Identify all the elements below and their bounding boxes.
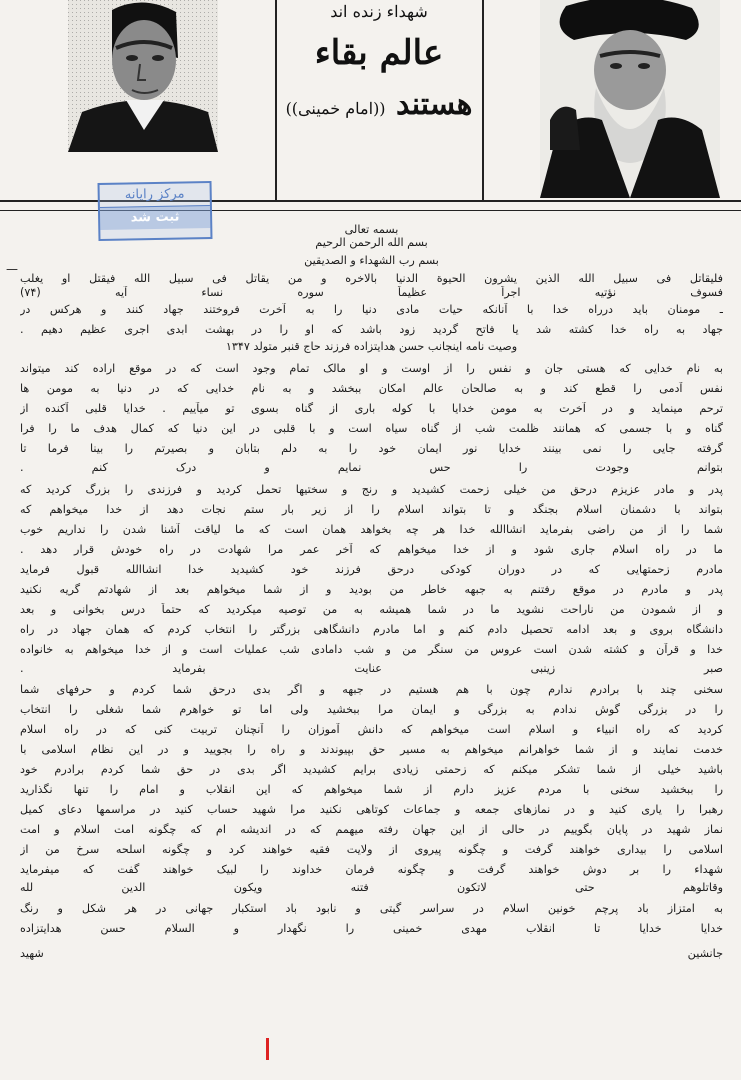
text-line: بسم الله الرحمن الرحیم <box>315 236 428 249</box>
letterhead <box>0 0 741 212</box>
text-line: بسمه تعالی <box>344 223 399 236</box>
motto-line3-text: هستند <box>396 87 473 122</box>
text-line: کردید که راه انبیاء و اسلام است میخواهم که دانش آموزان را آنچنان تربیت کنی که در راه اسلام <box>20 723 723 736</box>
page-corner-mark: — <box>6 262 18 276</box>
stamp-line2: ثبت شد <box>100 205 210 230</box>
text-line: به امتزاز باد پرچم خونین اسلام در سراسر گیتی و نابود باد استکبار جهانی در هر شکل و رنگ <box>20 902 723 915</box>
text-line: را ببخشید سخنی با مردم عزیز دارم از شما میخواهم که این انقلاب و امام را تنها نگذارید <box>20 783 723 796</box>
text-line: شما را از من راضی بفرماید انشاالله خدا هر چه بخواهد همان است که ما لیاقت آشنا شدن را نداریم خوب <box>20 523 723 536</box>
text-line: به نام خدایی که هستی جان و نفس را از اوست و او مالک تمام وجود است که در موقع اراده کند میتواند <box>20 362 723 375</box>
header-divider <box>482 0 484 200</box>
text-line: جهاد به راه خدا کشته شد یا فاتح گردید زود باشد که او را در بهشت ابدی اجری عظیم دهیم . <box>20 323 723 336</box>
header-divider <box>275 0 277 200</box>
motto-line3 <box>278 87 480 122</box>
motto-line1: شهداء زنده اند <box>330 2 428 21</box>
text-line: و از شمودن من ناراحت نشوید ما در شما همیشه به من توصیه میکردید که حتماً درس بخوانی و بعد <box>20 603 723 616</box>
martyr-portrait <box>68 0 218 152</box>
motto-block <box>278 0 480 200</box>
stamp-line1: مرکز رایانه <box>124 186 185 203</box>
text-line: وقاتلوهم حتی لاتکون فتنه ویکون الدین لله <box>20 881 723 894</box>
text-line: نفس آدمی را قطع کند و به صالحان عالم امکان ببخشد و به نام خدایی که در دنیا به مومن ها <box>20 382 723 395</box>
text-line: سخنی چند با برادرم ندارم چون با هم هستیم در جبهه و اگر بدی درحق شما کردم و حرفهای شما <box>20 683 723 696</box>
text-line: خدمت نمایند و از شما خواهرانم میخواهم به مسیر حق بپیوندند و راه را بجویید و در این نظام اسلامی با <box>20 743 723 756</box>
motto-line2: عالم بقاء <box>314 33 444 73</box>
text-line: نماز شهید در پایان بگوییم در حالی از این جهان رفته میهمم که در اندیشه ام که چگونه امت اسلام و امت <box>20 823 723 836</box>
text-line: ـ مومنان باید درراه خدا با آنانکه حیات مادی دنیا را به آخرت فروختند جهاد کنند و هرکس در <box>20 303 723 316</box>
red-pen-mark <box>266 1038 269 1060</box>
text-line: اسلامی را بیداری خواهند گرفت و چگونه پیروی از ولایت فقیه خواهند کرد و چگونه اسلحه سرخ من از <box>20 843 723 856</box>
text-line: بتوانم وجودت را حس نمایم و درک کنم . <box>20 461 723 474</box>
text-line: بتواند با دشمنان اسلام بجنگد و تا بتواند اسلام را از زیر بار ستم نجات دهد از خدا میخواهم که <box>20 503 723 516</box>
text-line: صبر زینبی عنایت بفرماید . <box>20 662 723 675</box>
leader-portrait <box>540 0 720 198</box>
text-line: دانشگاه بروی و بعد ادامه تحصیل دادم کنم و اما مادرم دانشگاهی بزرگتر را انتخاب کردم که همان جهاد در راه <box>20 623 723 636</box>
will-text <box>0 212 741 1080</box>
motto-attribution: ((امام خمینی)) <box>285 99 386 118</box>
text-line: ترحم مینماید و در آخرت به مومن خدایا با کوله باری از گناه بسوی تو میآییم . خدایا قلبی آکنده از <box>20 402 723 415</box>
text-line: شهداء را بر دوش خواهند گرفت و چگونه فرمان خداوند را لبیک خواهند گفت که میفرماید <box>20 863 723 876</box>
text-line: پدر و مادرم در موقع رفتنم به جبهه خاطر من بودید و از شما میخواهم بعد از شهادتم گریه نکنید <box>20 583 723 596</box>
text-line: فلیقاتل فی سبیل الله الذین یشرون الحیوة الدنیا بالاخره و من یقاتل فی سبیل الله فیقتل او یغلب <box>20 272 723 285</box>
text-line: بسم رب الشهداء و الصدیقین <box>304 254 439 267</box>
text-line: خدایا خدایا تا انقلاب مهدی خمینی را نگهدار و السلام حسن هدایتزاده <box>20 922 723 935</box>
text-line: جانشین شهید <box>20 947 723 960</box>
text-line: باشید خیلی از شما تشکر میکنم که زحمتی زیادی برایم کشیدید اگر بدی در حق شما کردم برادرم خود <box>20 763 723 776</box>
text-line: ما در راه اسلام جاری شود و از خدا میخواهم که آخر عمر مرا شهادت در راه خودش قرار دهد . <box>20 543 723 556</box>
text-line: مادرم زحمتهایی که در دوران کودکی درحق فرزند خود کشیدید خدا انشاالله قبول فرماید <box>20 563 723 576</box>
text-line: پدر و مادر عزیزم درحق من خیلی زحمت کشیدید و رنج و سختیها تحمل کردید و فرزندی را بزرگ کردید که <box>20 483 723 496</box>
text-line: گناه و با جسمی که همانند ظلمت شب از گناه سیاه است و با قلبی در این دنیا که کمال هدف ما را فرا <box>20 422 723 435</box>
text-line: را در بزرگی گوش ندادم به بزرگی و ایمان مرا ببخشید ولی اما تو خواهرم شما شغلی را انتخاب <box>20 703 723 716</box>
text-line: فسوف نؤتیه اجراً عظیماً سوره نساء آیه (۷۴) <box>20 286 723 299</box>
text-line: رهبرا را یاری کنید و در نمازهای جمعه و جماعات کوتاهی نکنید مرا شهید حساب کنید در مراسمها دعای کمیل <box>20 803 723 816</box>
text-line: خدا و قرآن و کشته شدن است عروس من سنگر من و شب دامادی شب عملیات است و از خدا میخواهم به خانواده <box>20 643 723 656</box>
text-line: گرفته جایی را نمی بینند خدایا نور ایمان خود را به دلم بتابان و بصیرتم را بینا فرما تا <box>20 442 723 455</box>
text-line: وصیت نامه اینجانب حسن هدایتزاده فرزند حاج قنبر متولد ۱۳۴۷ <box>225 340 518 353</box>
